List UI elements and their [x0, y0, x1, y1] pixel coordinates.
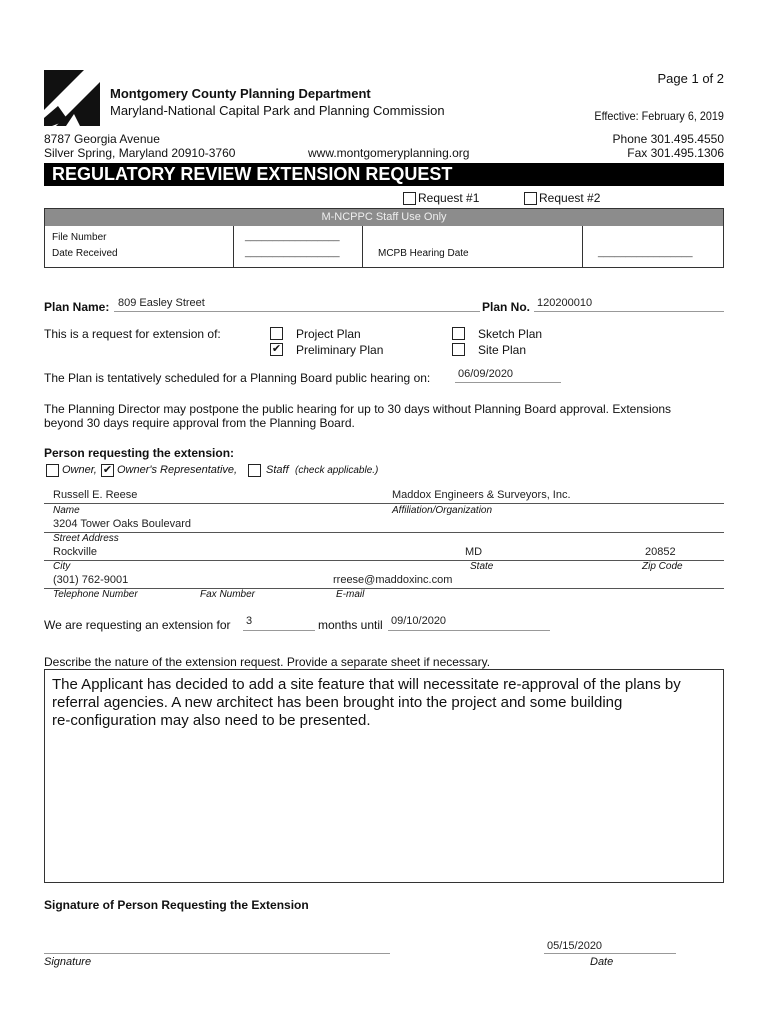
name-label: Name [53, 505, 80, 516]
staff-note: (check applicable.) [295, 465, 379, 476]
state-value[interactable]: MD [465, 546, 483, 558]
fax: Fax 301.495.1306 [627, 146, 724, 160]
plan-name-label: Plan Name: [44, 300, 110, 314]
sketch-plan-checkbox[interactable] [452, 327, 465, 340]
mncppc-logo [44, 70, 100, 126]
extension-months[interactable]: 3 [246, 615, 253, 627]
person-heading: Person requesting the extension: [44, 446, 235, 460]
plan-number-label: Plan No. [482, 300, 531, 314]
hearing-label: The Plan is tentatively scheduled for a Planning Board public hearing on: [44, 371, 431, 385]
site-plan-checkbox[interactable] [452, 343, 465, 356]
phone: Phone 301.495.4550 [612, 132, 724, 146]
request2-label: Request #2 [539, 191, 601, 205]
staff-banner [45, 209, 723, 226]
notice-line1: The Planning Director may postpone the public hearing for up to 30 days without Planning Board approval. Extensions [44, 402, 672, 416]
date-received-label: Date Received [52, 248, 118, 259]
owner-rep-checkbox[interactable] [101, 464, 114, 477]
project-plan-checkbox[interactable] [270, 327, 283, 340]
signature-label: Signature [44, 956, 92, 968]
preliminary-plan-checkbox[interactable] [270, 343, 283, 356]
phone-label: Telephone Number [53, 589, 138, 600]
preliminary-plan-label: Preliminary Plan [296, 343, 384, 357]
signature-heading: Signature of Person Requesting the Extension [44, 898, 309, 912]
hearing-date-blank[interactable]: _________________ [598, 247, 693, 258]
staff-banner-text: M-NCPPC Staff Use Only [321, 211, 447, 223]
hearing-date-label: MCPB Hearing Date [378, 248, 469, 259]
zip-value[interactable]: 20852 [645, 546, 676, 558]
name-value[interactable]: Russell E. Reese [53, 489, 138, 501]
state-label: State [470, 561, 494, 572]
notice-line2: beyond 30 days require approval from the Planning Board. [44, 416, 355, 430]
request2-checkbox[interactable] [524, 192, 537, 205]
request1-label: Request #1 [418, 191, 480, 205]
date-received-blank[interactable]: _________________ [245, 247, 340, 258]
fax-label: Fax Number [200, 589, 256, 600]
effective-date: Effective: February 6, 2019 [594, 109, 724, 123]
staff-use-box [44, 208, 724, 268]
project-plan-label: Project Plan [296, 327, 361, 341]
title-bar [44, 163, 724, 186]
owner-rep-label: Owner's Representative, [117, 464, 238, 476]
extension-label2: months until [318, 618, 383, 632]
department-name: Montgomery County Planning Department [110, 86, 371, 101]
description-line1: The Applicant has decided to add a site feature that will necessitate re-approval of the plans by [52, 676, 681, 693]
description-line2: referral agencies. A new architect has been brought into the project and some building [52, 694, 623, 711]
description-textarea[interactable] [44, 669, 724, 883]
street-label: Street Address [53, 533, 119, 544]
org-value[interactable]: Maddox Engineers & Surveyors, Inc. [392, 489, 571, 501]
extension-until[interactable]: 09/10/2020 [391, 615, 447, 627]
file-number-label: File Number [52, 232, 107, 243]
org-label: Affiliation/Organization [392, 505, 493, 516]
site-plan-label: Site Plan [478, 343, 527, 357]
form-title: REGULATORY REVIEW EXTENSION REQUEST [52, 164, 453, 184]
plan-number-value[interactable]: 120200010 [537, 297, 593, 309]
address-line1: 8787 Georgia Avenue [44, 132, 160, 146]
staff-checkbox[interactable] [248, 464, 261, 477]
address-line2: Silver Spring, Maryland 20910-3760 [44, 146, 236, 160]
phone-value[interactable]: (301) 762-9001 [53, 574, 129, 586]
city-label: City [53, 561, 71, 572]
request1-checkbox[interactable] [403, 192, 416, 205]
file-number-blank[interactable]: _________________ [245, 231, 340, 242]
description-line3: re-configuration may also need to be presented. [52, 712, 371, 729]
commission-name: Maryland-National Capital Park and Planning Commission [110, 103, 445, 118]
extension-label1: We are requesting an extension for [44, 618, 231, 632]
staff-label: Staff [266, 464, 289, 476]
signature-date-value[interactable]: 05/15/2020 [547, 940, 603, 952]
email-value[interactable]: rreese@maddoxinc.com [333, 574, 453, 586]
owner-label: Owner, [62, 464, 97, 476]
check-mark-icon: ✔ [271, 343, 282, 355]
city-value[interactable]: Rockville [53, 546, 98, 558]
hearing-value[interactable]: 06/09/2020 [458, 368, 514, 380]
date-label: Date [590, 956, 614, 968]
street-value[interactable]: 3204 Tower Oaks Boulevard [53, 518, 191, 530]
website: www.montgomeryplanning.org [308, 146, 470, 160]
plan-name-value[interactable]: 809 Easley Street [118, 297, 205, 309]
check-mark-icon: ✔ [102, 464, 113, 476]
email-label: E-mail [336, 589, 365, 600]
describe-label: Describe the nature of the extension request. Provide a separate sheet if necessary. [44, 655, 491, 669]
signature-line[interactable] [44, 953, 390, 954]
page-number: Page 1 of 2 [657, 71, 724, 86]
request-for-label: This is a request for extension of: [44, 327, 221, 341]
zip-label: Zip Code [642, 561, 683, 572]
sketch-plan-label: Sketch Plan [478, 327, 543, 341]
owner-checkbox[interactable] [46, 464, 59, 477]
